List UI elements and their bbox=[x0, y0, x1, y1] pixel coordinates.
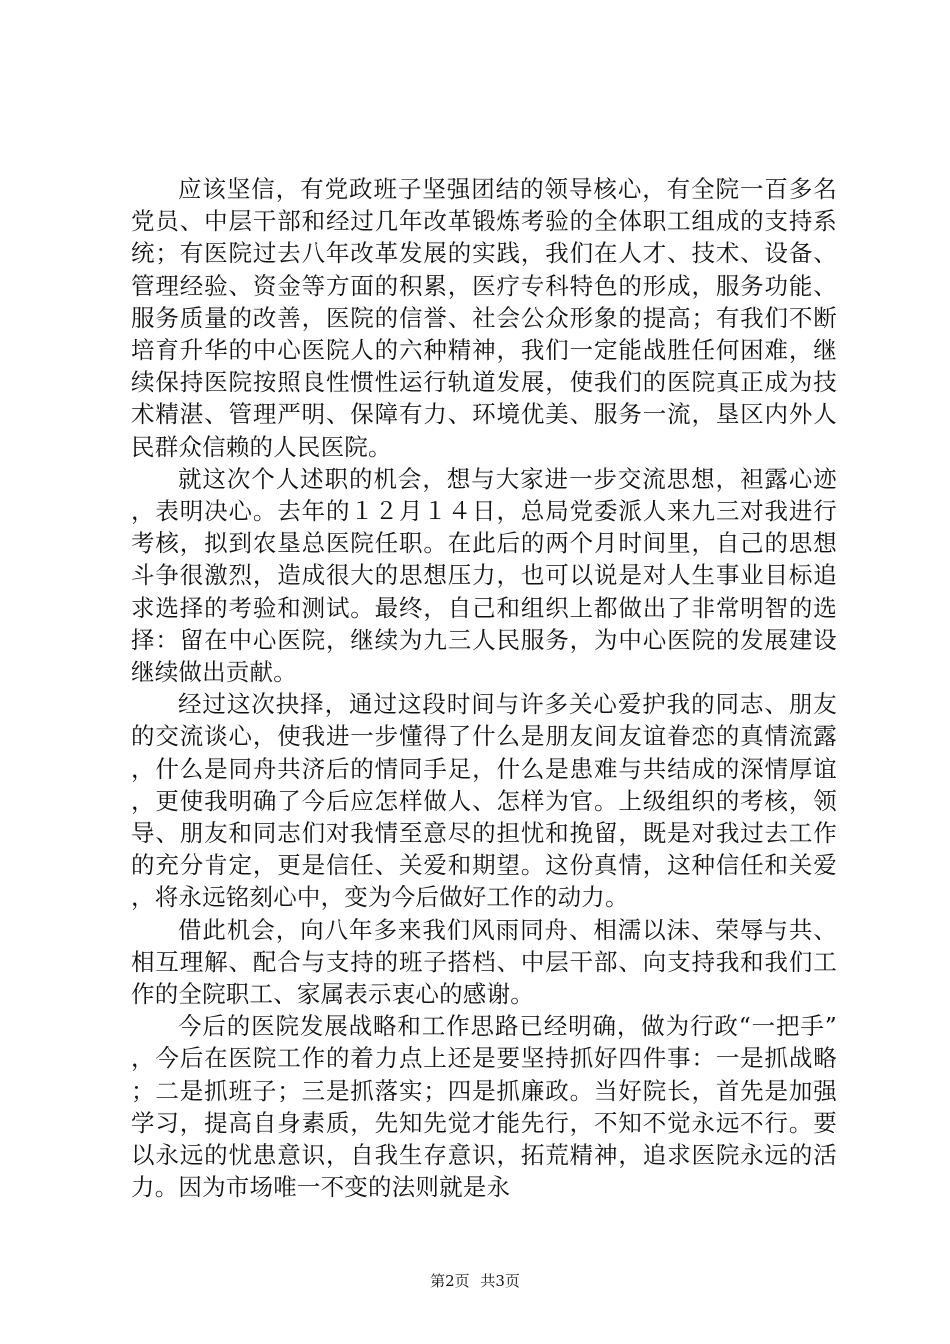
page-total: 共3页 bbox=[480, 1272, 520, 1290]
paragraph: 经过这次抉择，通过这段时间与许多关心爱护我的同志、朋友的交流谈心，使我进一步懂得了什么是朋友间友谊眷恋的真情流露，什么是同舟共济后的情同手足，什么是患难与共结成的深情厚谊，更使我明确了今后应怎样做人、怎样为官。上级组织的考核，领导、朋友和同志们对我情至意尽的担忧和挽留，既是对我过去工作的充分肯定，更是信任、关爱和期望。这份真情，这种信任和关爱，将永远铭刻心中，变为今后做好工作的动力。 bbox=[131, 690, 837, 912]
paragraph: 就这次个人述职的机会，想与大家进一步交流思想，袒露心迹，表明决心。去年的１２月１４日，总局党委派人来九三对我进行考核，拟到农垦总医院任职。在此后的两个月时间里，自己的思想斗争很激烈，造成很大的思想压力，也可以说是对人生事业目标追求选择的考验和测试。最终，自己和组织上都做出了非常明智的选择：留在中心医院，继续为九三人民服务，为中心医院的发展建设继续做出贡献。 bbox=[131, 464, 837, 687]
paragraph: 今后的医院发展战略和工作思路已经明确，做为行政“一把手”，今后在医院工作的着力点上还是要坚持抓好四件事：一是抓战略；二是抓班子；三是抓落实；四是抓廉政。当好院长，首先是加强学习，提高自身素质，先知先觉才能先行，不知不觉永远不行。要以永远的忧患意识，自我生存意识，拓荒精神，追求医院永远的活力。因为市场唯一不变的法则就是永 bbox=[131, 1012, 837, 1202]
paragraph: 借此机会，向八年多来我们风雨同舟、相濡以沫、荣辱与共、相互理解、配合与支持的班子搭档、中层干部、向支持我和我们工作的全院职工、家属表示衷心的感谢。 bbox=[131, 915, 837, 1009]
page-footer bbox=[0, 1271, 950, 1291]
document-body bbox=[131, 173, 837, 1204]
paragraph: 应该坚信，有党政班子坚强团结的领导核心，有全院一百多名党员、中层干部和经过几年改革锻炼考验的全体职工组成的支持系统；有医院过去八年改革发展的实践，我们在人才、技术、设备、管理经验、资金等方面的积累，医疗专科特色的形成，服务功能、服务质量的改善，医院的信誉、社会公众形象的提高；有我们不断培育升华的中心医院人的六种精神，我们一定能战胜任何困难，继续保持医院按照良性惯性运行轨道发展，使我们的医院真正成为技术精湛、管理严明、保障有力、环境优美、服务一流，垦区内外人民群众信赖的人民医院。 bbox=[131, 175, 837, 461]
page-number: 第2页 bbox=[430, 1272, 470, 1290]
